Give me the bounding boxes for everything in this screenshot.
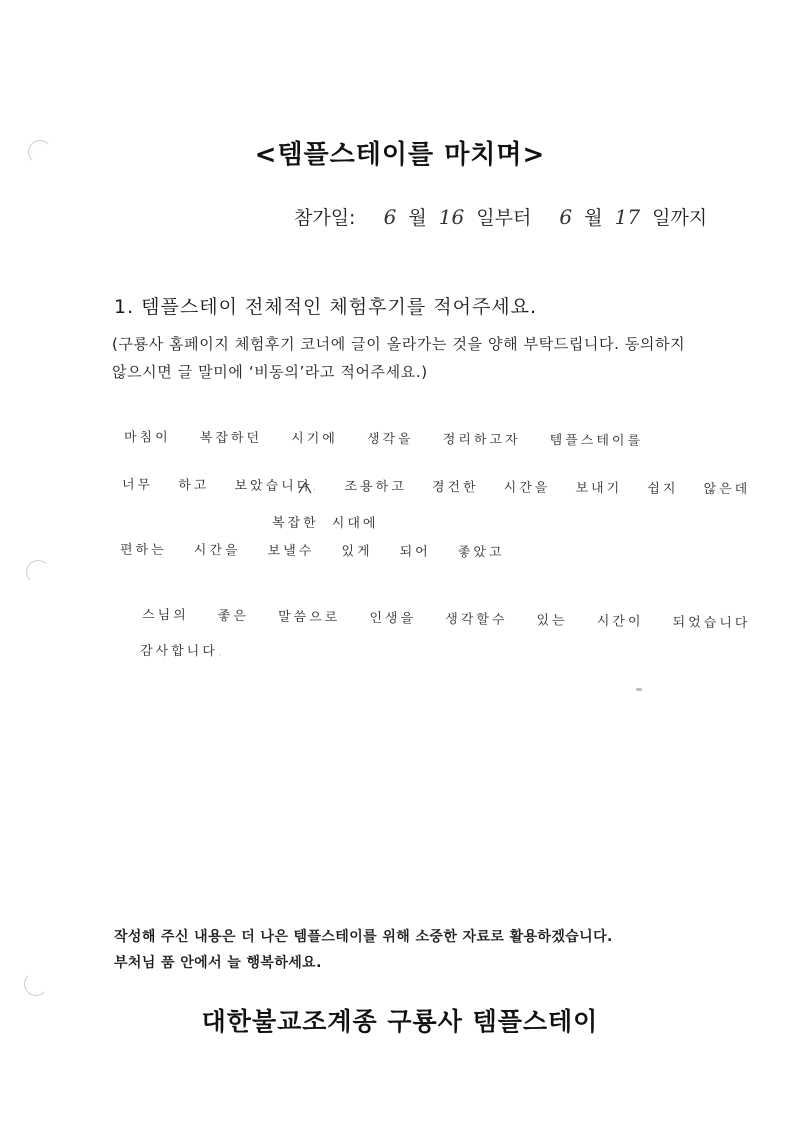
- start-month-value: 6: [383, 205, 397, 229]
- participation-dates: [294, 203, 707, 230]
- scan-speck: [636, 688, 642, 691]
- document-title: <템플스테이를 마치며>: [254, 140, 546, 170]
- participation-label: 참가일:: [294, 207, 356, 229]
- footer-line: 작성해 주신 내용은 더 나은 템플스테이를 위해 소중한 자료로 활용하겠습니다.: [114, 929, 613, 945]
- handwritten-line: 스님의 좋은 말씀으로 인생을 생각할수 있는 시간이 되었습니다: [141, 607, 751, 632]
- end-month-value: 6: [559, 205, 573, 229]
- footer-message: [114, 924, 613, 976]
- punch-hole: [26, 560, 50, 584]
- from-label: 일부터: [476, 207, 532, 229]
- organization-name: 대한불교조계종 구룡사 템플스테이: [201, 1007, 599, 1036]
- insertion-caret-icon: [298, 482, 312, 494]
- handwritten-line: 편하는 시간을 보낼수 있게 되어 좋았고: [119, 542, 505, 561]
- footer-line: 부처님 품 안에서 늘 행복하세요.: [114, 955, 322, 971]
- until-label: 일까지: [652, 207, 708, 229]
- handwritten-line: 감사합니다.: [139, 643, 225, 660]
- end-day-value: 17: [614, 205, 641, 229]
- punch-hole: [24, 972, 48, 996]
- start-day-value: 16: [438, 205, 465, 229]
- month-unit: 월: [584, 207, 603, 229]
- month-unit: 월: [408, 207, 427, 229]
- handwritten-line: 마침이 복잡하던 시기에 생각을 정리하고자 템플스테이를: [123, 430, 644, 449]
- handwritten-insertion: 복잡한 시대에: [271, 515, 379, 532]
- consent-note: (구룡사 홈페이지 체험후기 코너에 글이 올라가는 것을 양해 부탁드립니다. 동의하지 않으시면 글 말미에 ‘비동의’라고 적어주세요.): [112, 335, 686, 381]
- question-heading: 1. 템플스테이 전체적인 체험후기를 적어주세요.: [114, 296, 538, 318]
- handwritten-line: 너무 하고 보았습니다. 조용하고 경건한 시간을 보내기 쉽지 않은데: [121, 477, 751, 498]
